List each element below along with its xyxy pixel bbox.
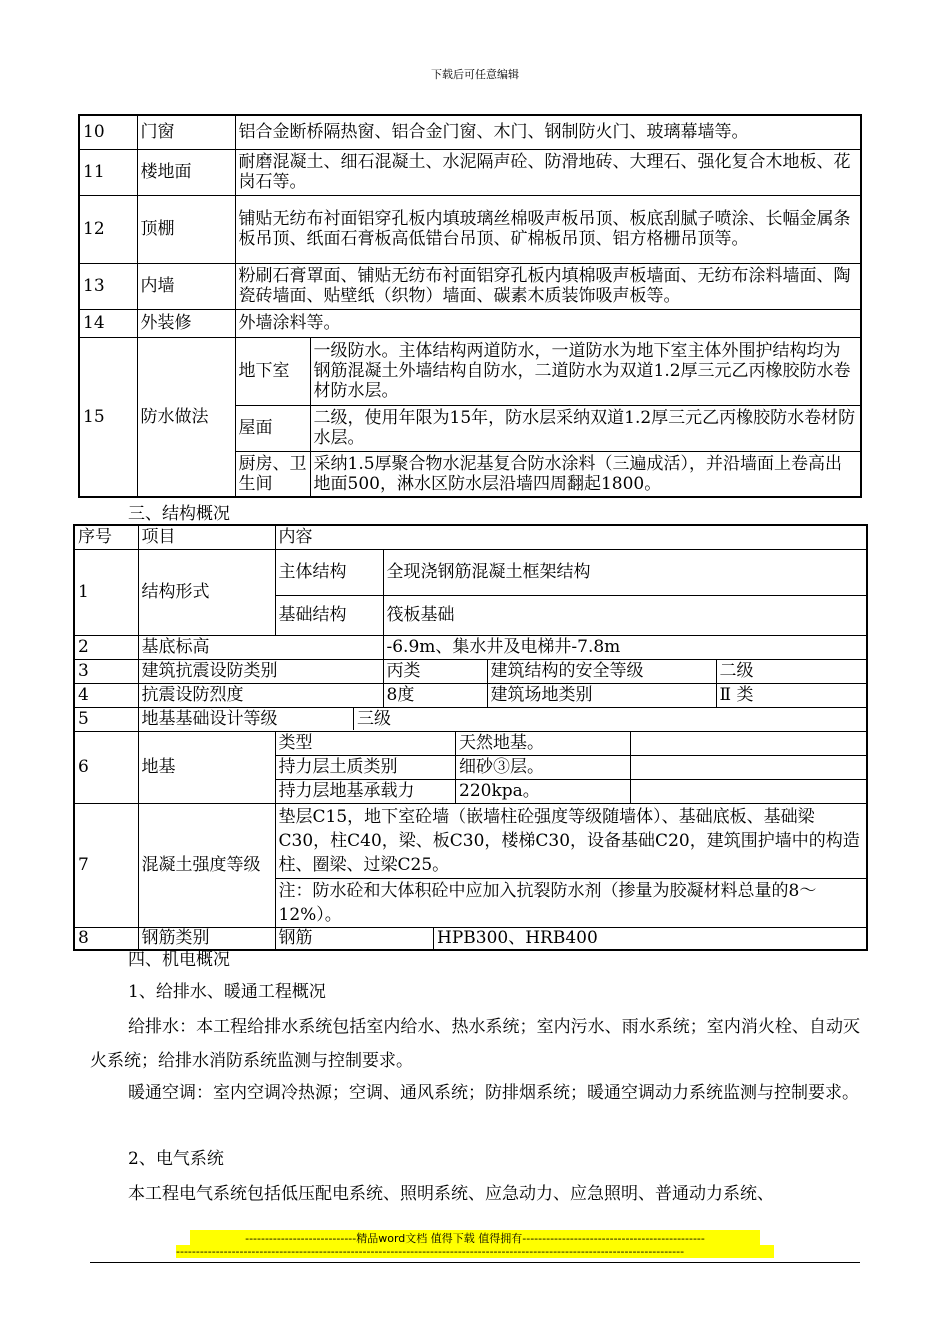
subsection-title: 2、电气系统 xyxy=(128,1149,224,1169)
row-cell xyxy=(275,731,867,803)
table-row xyxy=(79,337,861,405)
rebar-value: HPB300、HRB400 xyxy=(437,928,598,948)
row-number: 2 xyxy=(74,635,138,659)
table-row xyxy=(74,659,867,683)
sub-value: 天然地基。 xyxy=(456,732,631,756)
row-number: 6 xyxy=(74,731,138,803)
sub-value: 全现浇钢筋混凝土框架结构 xyxy=(383,549,867,595)
row-number: 15 xyxy=(79,337,137,497)
row-number: 5 xyxy=(74,707,138,731)
row-number: 7 xyxy=(74,803,138,928)
sub-value: 细砂③层。 xyxy=(456,756,631,780)
table-row xyxy=(74,549,867,595)
row-number: 8 xyxy=(74,928,138,951)
sub-value: 筏板基础 xyxy=(383,595,867,635)
row-value: -6.9m、集水井及电梯井-7.8m xyxy=(383,635,867,659)
section-title: 四、机电概况 xyxy=(128,950,230,970)
structure-table xyxy=(73,524,868,951)
paragraph: 本工程电气系统包括低压配电系统、照明系统、应急动力、应急照明、普通动力系统、 xyxy=(128,1184,774,1204)
row-item: 地基基础设计等级 xyxy=(139,708,354,730)
row-number: 14 xyxy=(79,309,137,337)
row-cell xyxy=(138,707,867,731)
row-item: 楼地面 xyxy=(137,149,235,195)
waterproof-content: 二级，使用年限为15年，防水层采纳双道1.2厚三元乙丙橡胶防水卷材防水层。 xyxy=(310,405,861,451)
table-row xyxy=(79,263,861,309)
waterproof-content: 采纳1.5厚聚合物水泥基复合防水涂料（三遍成活），并沿墙面上卷高出地面500，淋水区防水层沿墙四周翻起1800。 xyxy=(310,451,861,497)
waterproof-content: 一级防水。主体结构两道防水，一道防水为地下室主体外围护结构均为钢筋混凝土外墙结构自防水，二道防水为双道1.2厚三元乙丙橡胶防水卷材防水层。 xyxy=(310,337,861,405)
row-item: 门窗 xyxy=(137,115,235,149)
table-row xyxy=(79,149,861,195)
sub-label: 持力层地基承载力 xyxy=(276,780,456,803)
row-item: 结构形式 xyxy=(138,549,275,635)
table-row xyxy=(74,707,867,731)
page-header-note: 下载后可任意编辑 xyxy=(431,68,519,81)
row-number: 4 xyxy=(74,683,138,707)
table-row xyxy=(74,683,867,707)
waterproof-place: 厨房、卫生间 xyxy=(235,451,310,497)
finishing-table xyxy=(78,114,862,498)
row-item: 混凝土强度等级 xyxy=(138,803,275,928)
row-item: 地基 xyxy=(138,731,275,803)
footer-divider xyxy=(90,1262,860,1263)
row-content: 耐磨混凝土、细石混凝土、水泥隔声砼、防滑地砖、大理石、强化复合木地板、花岗石等。 xyxy=(235,149,861,195)
row-label-2: 建筑结构的安全等级 xyxy=(487,659,716,683)
row-item: 钢筋类别 xyxy=(138,928,275,951)
sub-label: 类型 xyxy=(276,732,456,756)
sub-value: 220kpa。 xyxy=(456,780,631,803)
table-row xyxy=(79,309,861,337)
row-value-2: 二级 xyxy=(716,659,867,683)
sub-label: 主体结构 xyxy=(275,549,383,595)
row-item: 抗震设防烈度 xyxy=(138,683,383,707)
foundation-grade-subtable xyxy=(139,708,867,730)
header-content: 内容 xyxy=(275,525,867,549)
foundation-subtable xyxy=(276,732,867,803)
subsection-title: 1、给排水、暖通工程概况 xyxy=(128,982,326,1002)
row-value: 丙类 xyxy=(383,659,487,683)
row-item: 防水做法 xyxy=(137,337,235,497)
row-number: 1 xyxy=(74,549,138,635)
row-value-2: Ⅱ 类 xyxy=(716,683,867,707)
row-content: 外墙涂料等。 xyxy=(235,309,861,337)
sub-label: 持力层土质类别 xyxy=(276,756,456,780)
table-row xyxy=(74,635,867,659)
row-item: 建筑抗震设防类别 xyxy=(138,659,383,683)
row-item: 基底标高 xyxy=(138,635,383,659)
waterproof-place: 屋面 xyxy=(235,405,310,451)
row-item: 顶棚 xyxy=(137,195,235,263)
row-value: 8度 xyxy=(383,683,487,707)
table-header-row xyxy=(74,525,867,549)
sub-label: 基础结构 xyxy=(275,595,383,635)
paragraph: 给排水：本工程给排水系统包括室内给水、热水系统；室内污水、雨水系统；室内消火栓、自动灭火系统；给排水消防系统监测与控制要求。 xyxy=(90,1017,860,1071)
row-cell xyxy=(275,803,867,928)
row-number: 10 xyxy=(79,115,137,149)
header-item: 项目 xyxy=(138,525,275,549)
rebar-label: 钢筋 xyxy=(276,928,434,949)
row-number: 11 xyxy=(79,149,137,195)
row-number: 12 xyxy=(79,195,137,263)
row-value: 三级 xyxy=(357,708,391,729)
header-number: 序号 xyxy=(74,525,138,549)
concrete-subtable xyxy=(276,804,867,928)
row-content: 铝合金断桥隔热窗、铝合金门窗、木门、钢制防火门、玻璃幕墙等。 xyxy=(235,115,861,149)
row-label-2: 建筑场地类别 xyxy=(487,683,716,707)
table-row xyxy=(74,803,867,928)
row-item: 外装修 xyxy=(137,309,235,337)
waterproof-place: 地下室 xyxy=(235,337,310,405)
footer-banner: ----------------------------精品word文档 值得下载 值得拥有---------------------------------------------- xyxy=(190,1230,760,1246)
table-row xyxy=(74,731,867,803)
row-item: 内墙 xyxy=(137,263,235,309)
concrete-note: 注：防水砼和大体积砼中应加入抗裂防水剂（掺量为胶凝材料总量的8～12%）。 xyxy=(278,881,817,925)
table-row xyxy=(79,195,861,263)
row-number: 3 xyxy=(74,659,138,683)
row-content: 粉刷石膏罩面、铺贴无纺布衬面铝穿孔板内填棉吸声板墙面、无纺布涂料墙面、陶瓷砖墙面、贴壁纸（织物）墙面、碳素木质装饰吸声板等。 xyxy=(235,263,861,309)
table-row xyxy=(79,115,861,149)
row-number: 13 xyxy=(79,263,137,309)
paragraph: 暖通空调：室内空调冷热源；空调、通风系统；防排烟系统；暖通空调动力系统监测与控制要求。 xyxy=(128,1083,859,1103)
concrete-grade-text: 垫层C15，地下室砼墙（嵌墙柱砼强度等级随墙体）、基础底板、基础梁C30，柱C40，梁、板C30，楼梯C30，设备基础C20，建筑围护墙中的构造柱、圈梁、过梁C25。 xyxy=(276,804,867,879)
row-content: 铺贴无纺布衬面铝穿孔板内填玻璃丝棉吸声板吊顶、板底刮腻子喷涂、长幅金属条板吊顶、纸面石膏板高低错台吊顶、矿棉板吊顶、铝方格栅吊顶等。 xyxy=(235,195,861,263)
footer-dashes: -------------------------------------------------------------------------------------------------------------------------------- xyxy=(176,1245,774,1258)
section-title: 三、结构概况 xyxy=(128,504,230,524)
